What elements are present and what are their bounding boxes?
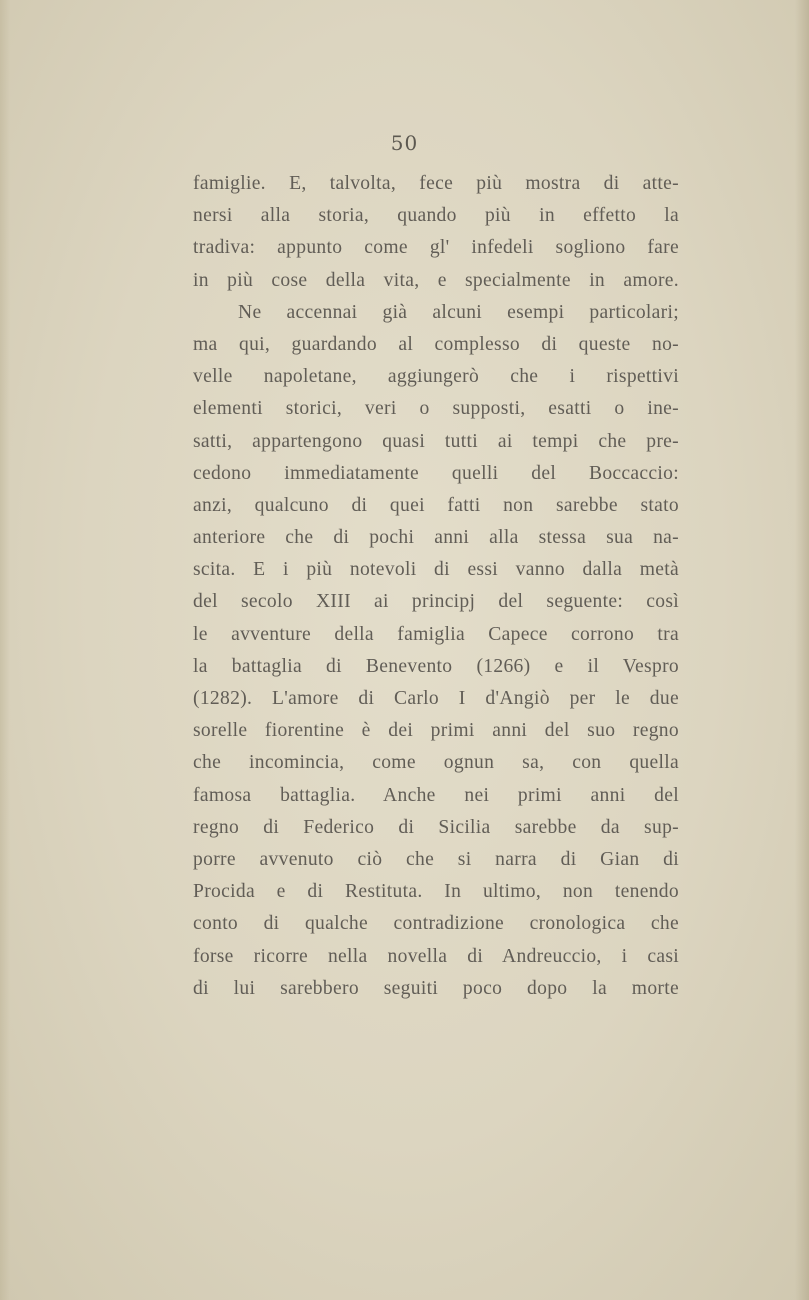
text-line: le avventure della famiglia Capece corrono tra <box>193 623 679 645</box>
text-line: forse ricorre nella novella di Andreuccio, i casi <box>193 945 679 967</box>
text-line: in più cose della vita, e specialmente in amore. <box>193 269 679 291</box>
text-line: elementi storici, veri o supposti, esatti o ine- <box>193 398 679 420</box>
body-text <box>193 168 679 1005</box>
text-line: scita. E i più notevoli di essi vanno dalla metà <box>193 559 679 581</box>
text-line: che incomincia, come ognun sa, con quella <box>193 752 679 774</box>
text-line: del secolo XIII ai principj del seguente: così <box>193 591 679 613</box>
text-line: cedono immediatamente quelli del Boccaccio: <box>193 462 679 484</box>
text-line: famiglie. E, talvolta, fece più mostra di atte- <box>193 173 679 194</box>
text-line: la battaglia di Benevento (1266) e il Vespro <box>193 655 679 677</box>
page-edge-right-shadow <box>795 0 809 1300</box>
text-line: porre avvenuto ciò che si narra di Gian di <box>193 848 679 870</box>
text-line: velle napoletane, aggiungerò che i rispettivi <box>193 366 679 388</box>
text-line: di lui sarebbero seguiti poco dopo la morte <box>193 977 679 999</box>
text-line: anteriore che di pochi anni alla stessa sua na- <box>193 527 679 549</box>
text-line: sorelle fiorentine è dei primi anni del suo regno <box>193 720 679 742</box>
page-edge-left-shadow <box>0 0 10 1300</box>
text-line: anzi, qualcuno di quei fatti non sarebbe stato <box>193 494 679 516</box>
text-line: famosa battaglia. Anche nei primi anni del <box>193 784 679 806</box>
text-line: conto di qualche contradizione cronologica che <box>193 913 679 935</box>
page-number: 50 <box>390 131 419 155</box>
text-line: regno di Federico di Sicilia sarebbe da sup- <box>193 816 679 838</box>
text-line: Procida e di Restituta. In ultimo, non tenendo <box>193 881 679 903</box>
text-line: ma qui, guardando al complesso di queste no- <box>193 333 679 355</box>
paragraph-start-line: Ne accennai già alcuni esempi particolari; <box>238 301 679 323</box>
text-line: nersi alla storia, quando più in effetto la <box>193 205 679 227</box>
text-line: tradiva: appunto come gl' infedeli sogliono fare <box>193 237 679 259</box>
text-line: satti, appartengono quasi tutti ai tempi che pre- <box>193 430 679 452</box>
text-line: (1282). L'amore di Carlo I d'Angiò per le due <box>193 688 679 709</box>
